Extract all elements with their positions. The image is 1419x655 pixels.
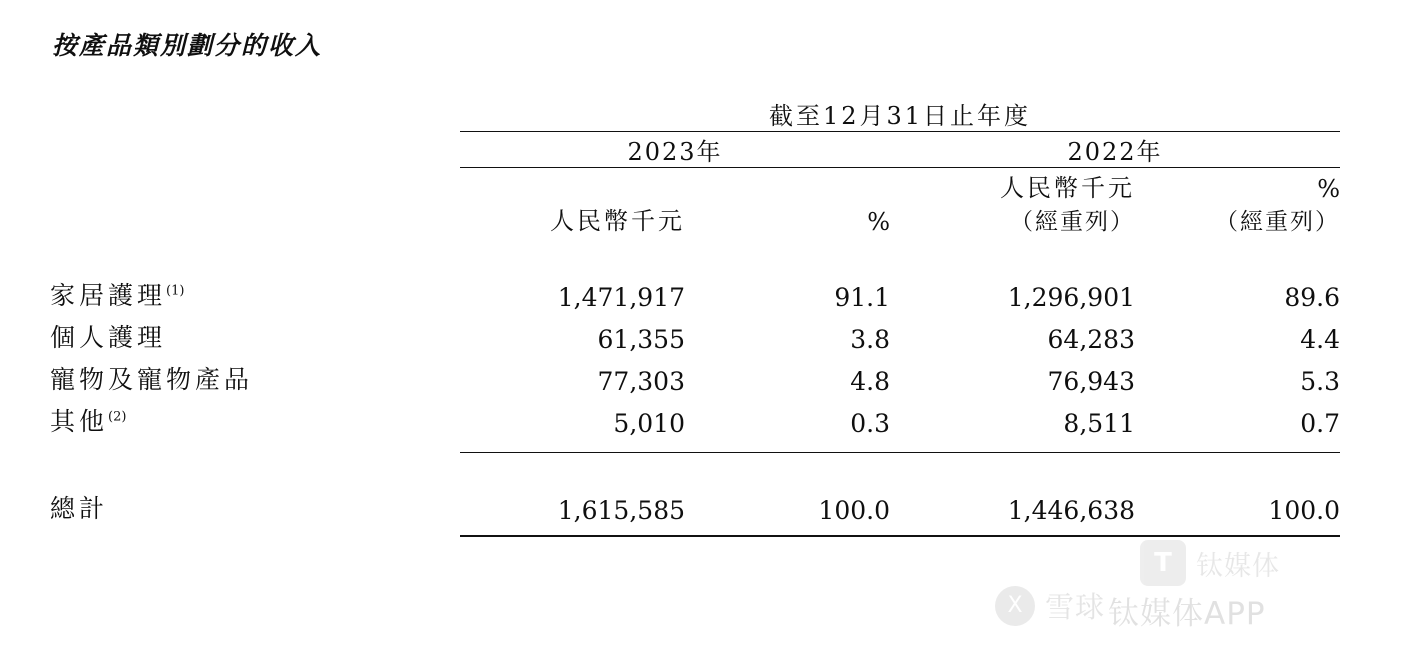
- header-unit-2022-note: （經重列）: [1010, 209, 1135, 235]
- header-year-2023: 2023年: [460, 132, 890, 168]
- cell-amount-2023: 61,355: [597, 325, 685, 354]
- header-unit-2023: [460, 168, 685, 237]
- cell-amount-2023: 1,471,917: [557, 283, 685, 312]
- header-year-2022: 2022年: [890, 132, 1340, 168]
- row-label: [50, 396, 460, 438]
- timei-watermark-label: 钛媒体: [1196, 550, 1280, 582]
- header-pct-2023: [685, 168, 890, 237]
- row-label-text: 寵物及寵物產品: [50, 365, 254, 394]
- timei-logo-icon: T: [1140, 540, 1186, 586]
- rule-pct-2023: [685, 438, 890, 453]
- header-unit-2023-label: 人民幣千元: [550, 207, 685, 235]
- empty-cell: [50, 525, 460, 536]
- cell-pct-2022: 0.7: [1300, 409, 1340, 438]
- total-rule-amount-2022: [890, 525, 1135, 536]
- subtotal-rule-row: [50, 438, 1340, 453]
- xueqiu-watermark-label: 雪球: [1045, 590, 1106, 624]
- header-pct-2022-note: （經重列）: [1215, 209, 1340, 235]
- empty-cell: [50, 96, 460, 131]
- cell-pct-2022: 4.4: [1300, 325, 1340, 354]
- total-amount-2022: 1,446,638: [1007, 496, 1135, 525]
- cell-amount-2022: 1,296,901: [1007, 283, 1135, 312]
- cell-amount-2023: 5,010: [613, 409, 685, 438]
- cell-amount-2022: 76,943: [1047, 367, 1135, 396]
- timei-watermark: [1140, 540, 1280, 586]
- cell-pct-2023: 91.1: [834, 283, 890, 312]
- row-label-text: 家居護理: [50, 281, 167, 310]
- spacer-cell: [685, 236, 890, 270]
- xueqiu-watermark: [995, 585, 1105, 626]
- header-unit-2022: [890, 168, 1135, 237]
- row-label-note: (2): [108, 409, 127, 425]
- cell-pct-2023: 4.8: [850, 367, 890, 396]
- spacer-cell: [50, 236, 460, 270]
- table-header-year-row: [50, 132, 1340, 168]
- spacer-row: [50, 453, 1340, 482]
- empty-cell: [50, 132, 460, 168]
- rule-pct-2022: [1135, 438, 1340, 453]
- cell-pct-2023: 3.8: [850, 325, 890, 354]
- header-pct-2022: [1135, 168, 1340, 237]
- timei-app-watermark: 钛媒体APP: [1108, 596, 1266, 632]
- table-row: [50, 270, 1340, 312]
- page-title: 按產品類別劃分的收入: [52, 31, 323, 60]
- spacer-cell: [50, 453, 460, 482]
- rule-amount-2022: [890, 438, 1135, 453]
- table-header-period-row: [50, 96, 1340, 131]
- table-header-unit-row: [50, 168, 1340, 237]
- spacer-cell: [890, 236, 1135, 270]
- cell-amount-2022: 8,511: [1063, 409, 1135, 438]
- xueqiu-logo-icon: X: [995, 586, 1035, 626]
- total-rule-pct-2022: [1135, 525, 1340, 536]
- total-pct-2022: 100.0: [1268, 496, 1340, 525]
- row-label-text: 其他: [50, 407, 109, 436]
- table-row: [50, 396, 1340, 438]
- spacer-cell: [890, 453, 1135, 482]
- table-row: [50, 312, 1340, 354]
- total-rule-pct-2023: [685, 525, 890, 536]
- row-label: [50, 312, 460, 354]
- cell-pct-2022: 89.6: [1284, 283, 1340, 312]
- total-rule-row: [50, 525, 1340, 536]
- total-rule-amount-2023: [460, 525, 685, 536]
- header-pct-2023-label: %: [867, 208, 890, 236]
- cell-pct-2022: 5.3: [1300, 367, 1340, 396]
- spacer-cell: [1135, 236, 1340, 270]
- table-row: [50, 354, 1340, 396]
- empty-cell: [50, 438, 460, 453]
- cell-amount-2022: 64,283: [1047, 325, 1135, 354]
- empty-cell: [50, 168, 460, 237]
- spacer-cell: [685, 453, 890, 482]
- rule-amount-2023: [460, 438, 685, 453]
- header-period: 截至12月31日止年度: [768, 102, 1032, 130]
- total-label: 總計: [50, 494, 109, 523]
- cell-pct-2023: 0.3: [850, 409, 890, 438]
- row-label-note: (1): [166, 283, 185, 299]
- spacer-row: [50, 236, 1340, 270]
- total-pct-2023: 100.0: [818, 496, 890, 525]
- header-pct-2022-label: %: [1317, 175, 1340, 203]
- revenue-by-product-table: [50, 96, 1340, 537]
- table-total-row: [50, 481, 1340, 525]
- spacer-cell: [1135, 453, 1340, 482]
- spacer-cell: [460, 236, 685, 270]
- row-label-text: 個人護理: [50, 323, 167, 352]
- row-label: [50, 354, 460, 396]
- cell-amount-2023: 77,303: [597, 367, 685, 396]
- header-unit-2022-label: 人民幣千元: [1000, 174, 1135, 202]
- row-label: [50, 270, 460, 312]
- total-amount-2023: 1,615,585: [557, 496, 685, 525]
- spacer-cell: [460, 453, 685, 482]
